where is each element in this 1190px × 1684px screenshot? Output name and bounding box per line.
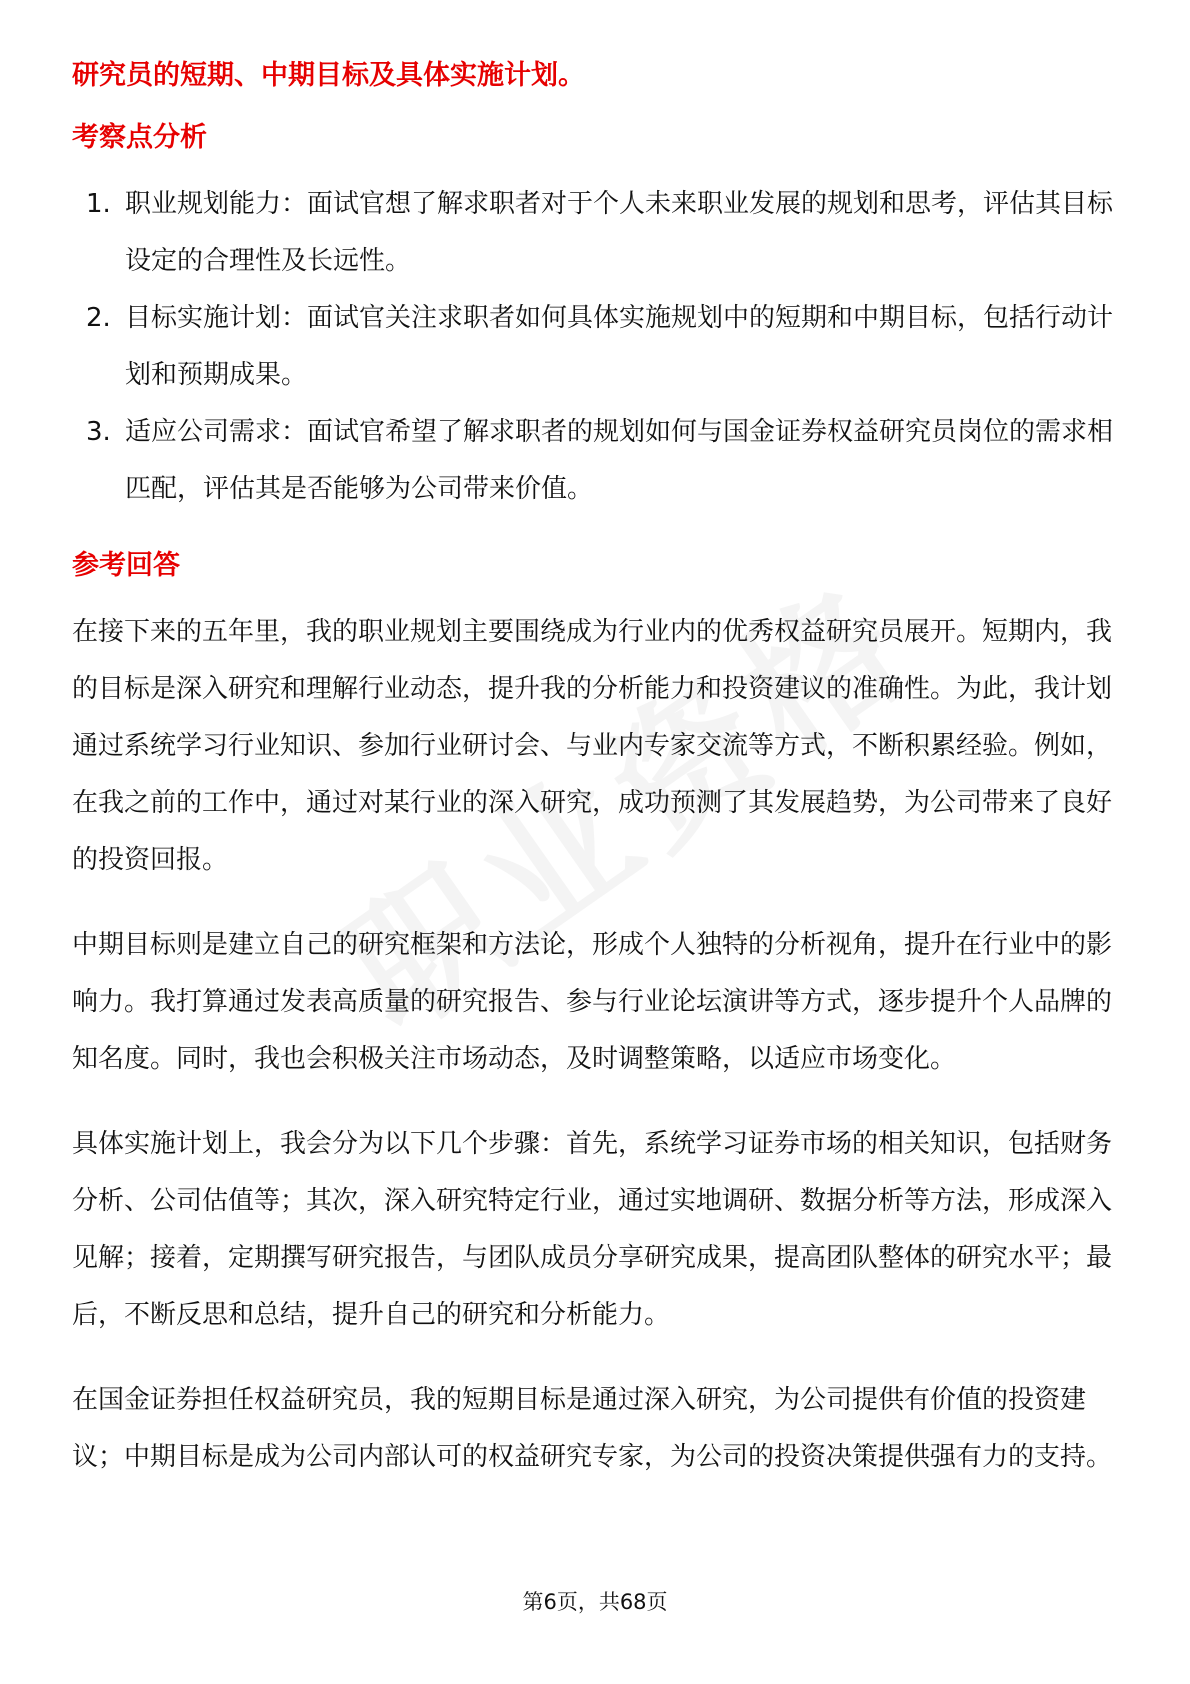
analysis-item	[72, 290, 1118, 404]
analysis-item-number: 3.	[86, 417, 111, 447]
analysis-item-number: 1.	[86, 189, 111, 219]
analysis-list	[72, 176, 1118, 518]
analysis-item-text: 职业规划能力：面试官想了解求职者对于个人未来职业发展的规划和思考，评估其目标设定的合理性及长远性。	[125, 189, 1114, 276]
analysis-heading: 考察点分析	[72, 122, 207, 153]
answer-paragraph: 具体实施计划上，我会分为以下几个步骤：首先，系统学习证券市场的相关知识，包括财务分析、公司估值等；其次，深入研究特定行业，通过实地调研、数据分析等方法，形成深入见解；接着，定期撰写研究报告，与团队成员分享研究成果，提高团队整体的研究水平；最后，不断反思和总结，提升自己的研究和分析能力。	[72, 1129, 1113, 1330]
answer-heading: 参考回答	[72, 550, 180, 581]
question-title: 研究员的短期、中期目标及具体实施计划。	[72, 60, 585, 91]
analysis-item	[72, 404, 1118, 518]
analysis-item-number: 2.	[86, 303, 111, 333]
document-content	[72, 56, 1118, 1486]
answer-paragraph: 中期目标则是建立自己的研究框架和方法论，形成个人独特的分析视角，提升在行业中的影响力。我打算通过发表高质量的研究报告、参与行业论坛演讲等方式，逐步提升个人品牌的知名度。同时，我也会积极关注市场动态，及时调整策略，以适应市场变化。	[72, 930, 1113, 1074]
answer-paragraph: 在接下来的五年里，我的职业规划主要围绕成为行业内的优秀权益研究员展开。短期内，我的目标是深入研究和理解行业动态，提升我的分析能力和投资建议的准确性。为此，我计划通过系统学习行业知识、参加行业研讨会、与业内专家交流等方式，不断积累经验。例如，在我之前的工作中，通过对某行业的深入研究，成功预测了其发展趋势，为公司带来了良好的投资回报。	[72, 617, 1113, 875]
analysis-item-text: 目标实施计划：面试官关注求职者如何具体实施规划中的短期和中期目标，包括行动计划和预期成果。	[125, 303, 1114, 390]
analysis-item-text: 适应公司需求：面试官希望了解求职者的规划如何与国金证券权益研究员岗位的需求相匹配，评估其是否能够为公司带来价值。	[125, 417, 1114, 504]
analysis-item	[72, 176, 1118, 290]
page-number-footer: 第6页，共68页	[522, 1590, 668, 1614]
answer-paragraph: 在国金证券担任权益研究员，我的短期目标是通过深入研究，为公司提供有价值的投资建议；中期目标是成为公司内部认可的权益研究专家，为公司的投资决策提供强有力的支持。	[72, 1385, 1113, 1472]
